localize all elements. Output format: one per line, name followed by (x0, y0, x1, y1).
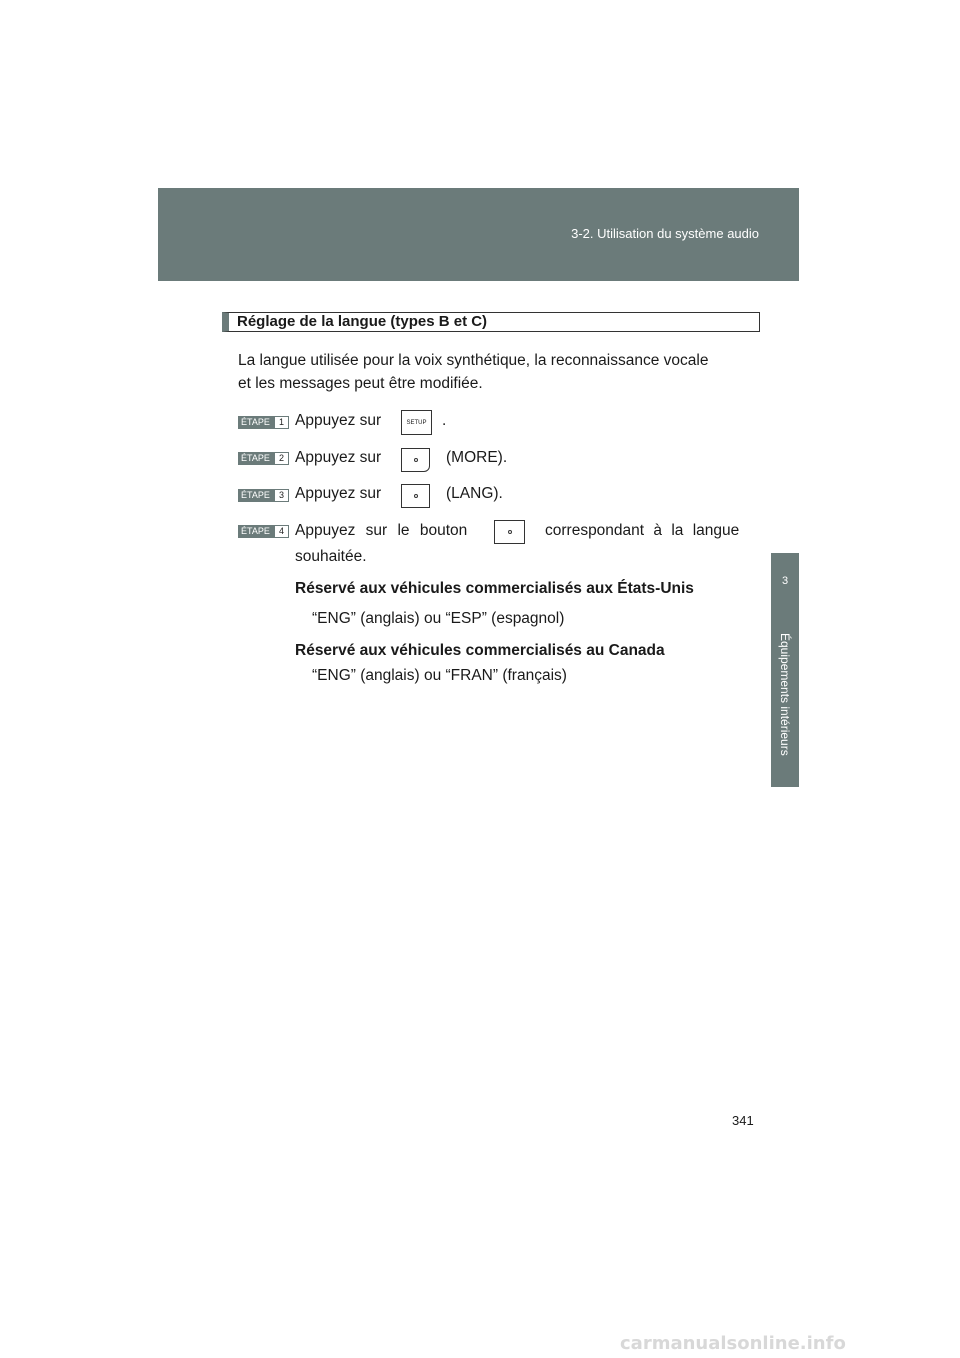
button-dot-icon (414, 494, 418, 498)
button-dot-icon (414, 458, 418, 462)
us-languages: “ENG” (anglais) ou “ESP” (espagnol) (312, 610, 565, 627)
step-badge-label: ÉTAPE (241, 453, 270, 463)
preset-button-icon (494, 520, 525, 544)
step-4-text: Appuyez sur le bouton (295, 522, 468, 539)
step-3-text-after: (LANG). (446, 485, 503, 502)
step-badge-label: ÉTAPE (241, 417, 270, 427)
page-number: 341 (732, 1113, 754, 1128)
step-3-text: Appuyez sur (295, 485, 382, 502)
us-heading: Réservé aux véhicules commercialisés aux États-Unis (295, 580, 694, 597)
setup-button-label: SETUP (406, 420, 427, 426)
chapter-label: Équipements intérieurs (778, 633, 792, 756)
canada-languages: “ENG” (anglais) ou “FRAN” (français) (312, 667, 567, 684)
intro-line-2: et les messages peut être modifiée. (238, 375, 483, 392)
step-number: 2 (275, 453, 288, 464)
step-1-text-after: . (442, 412, 447, 429)
step-number: 1 (275, 417, 288, 428)
preset-button-icon (401, 448, 430, 472)
chapter-number: 3 (781, 575, 789, 587)
step-4-text-line2: souhaitée. (295, 548, 367, 565)
intro-line-1: La langue utilisée pour la voix synthétique, la reconnaissance vocale (238, 352, 709, 369)
step-badge-4 (238, 525, 289, 538)
step-1-text: Appuyez sur (295, 412, 382, 429)
step-badge-1 (238, 416, 289, 429)
header-section-title: 3-2. Utilisation du système audio (571, 226, 759, 241)
watermark: carmanualsonline.info (620, 1333, 846, 1354)
button-dot-icon (508, 530, 512, 534)
step-badge-3 (238, 489, 289, 502)
chapter-header (158, 188, 799, 281)
preset-button-icon (401, 484, 430, 508)
step-badge-label: ÉTAPE (241, 526, 270, 536)
step-badge-label: ÉTAPE (241, 490, 270, 500)
step-badge-2 (238, 452, 289, 465)
step-number: 3 (275, 490, 288, 501)
step-2-text-after: (MORE). (446, 449, 508, 466)
step-number: 4 (275, 526, 288, 537)
setup-button-icon (401, 410, 432, 435)
chapter-side-tab (771, 553, 799, 787)
step-2-text: Appuyez sur (295, 449, 382, 466)
canada-heading: Réservé aux véhicules commercialisés au Canada (295, 642, 665, 659)
section-title: Réglage de la langue (types B et C) (222, 312, 760, 332)
step-4-text-after: correspondant à la langue (545, 522, 740, 539)
